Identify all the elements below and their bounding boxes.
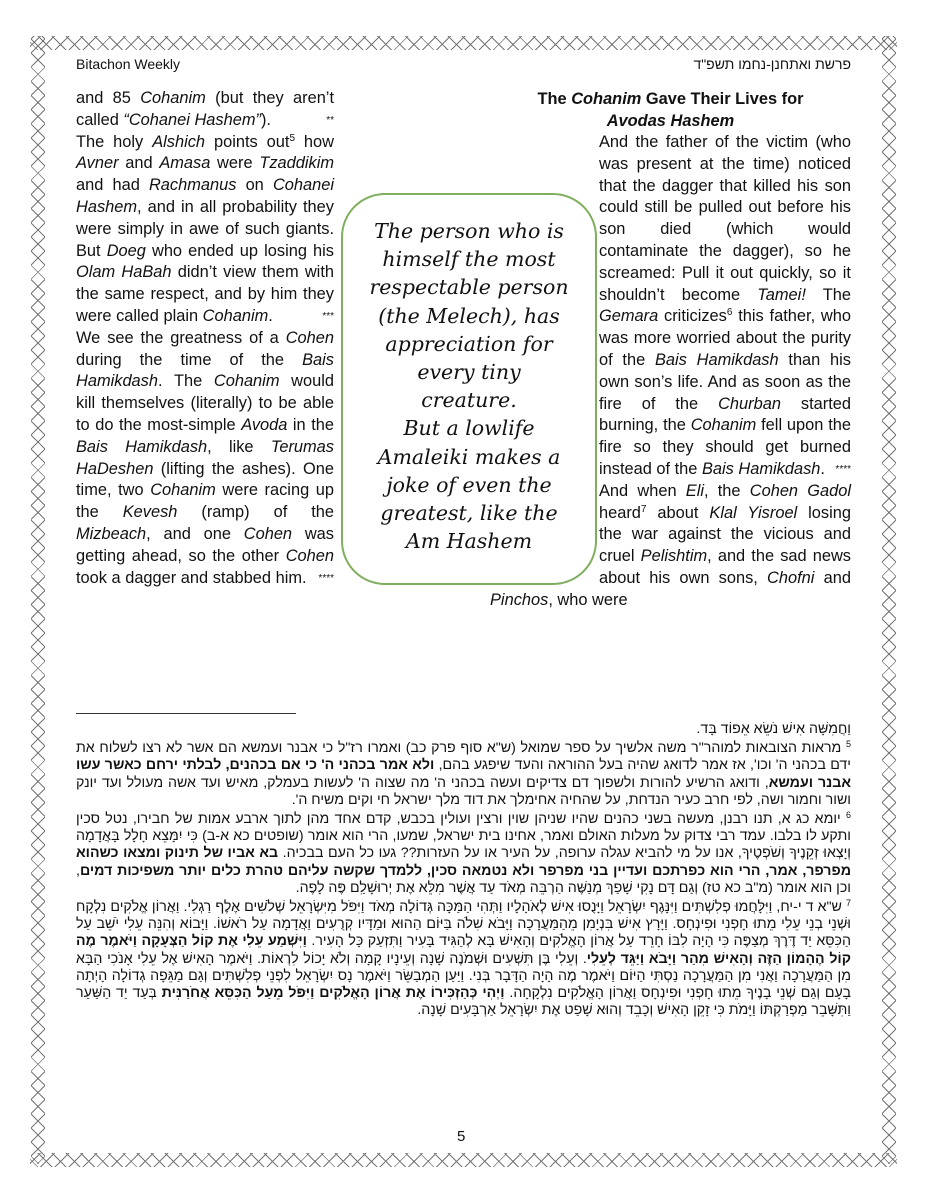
paragraph: And the father of the victim (who was present at the time) noticed that the dagger that killed his son could still be pulled out before his son died (which would contaminate the dagger), so he screamed: Pull it out quickly, so it shouldn’t become Tamei! The Gemara criticizes$^6$ this father, who was more worried about the purity of the Bais Hamikdash than his own son’s life. And as soon as the fire of the Churban started burning, the Cohanim fell upon the fire so they should get burned instead of the Bais Hamikdash. **** [490, 132, 851, 481]
section-heading: The Cohanim Gave Their Lives for Avodas Hashem [537, 90, 804, 130]
footnote-number: 5 [845, 739, 851, 750]
publication-title: Bitachon Weekly [76, 56, 181, 72]
pull-quote-line: The person who is [374, 219, 564, 243]
footnote-7: $^7$ ש"א ד י-יח, וַיִּלָּחֲמוּ פְלִשְׁתִּים וַיִּנָּגֶף יִשְׂרָאֵל וַיָּנֻסוּ אִישׁ לְאֹהָלָיו וַתְּהִי הַמַּכָּה גְּדוֹלָה מְאֹד וַיִּפֹּל מִיִּשְׂרָאֵל שְׁלֹשִׁים אֶלֶף רַגְלִי. וַאֲרוֹן אֱלֹקִים נִלְקָח וּשְׁנֵי בְנֵי עֵלִי מֵתוּ חָפְנִי וּפִינְחָס. וַיָּרָץ אִישׁ בִּנְיָמִן מֵהַמַּעֲרָכָה וַיָּבֹא שִׁלֹה בַּיּוֹם הַהוּא וּמַדָּיו קְרֻעִים וַאֲדָמָה עַל רֹאשׁוֹ. וַיָּבוֹא וְהִנֵּה עֵלִי יֹשֵׁב עַל הַכִּסֵּא יַד דֶּרֶךְ מְצַפֶּה כִּי הָיָה לִבּוֹ חָרֵד עַל אֲרוֹן הָאֱלֹקִים וְהָאִישׁ בָּא לְהַגִּיד בָּעִיר וַתִּזְעַק כָּל הָעִיר. וַיִּשְׁמַע עֵלִי אֶת קוֹל הַצְּעָקָה וַיֹּאמֶר מֶה קוֹל הֶהָמוֹן הַזֶּה וְהָאִישׁ מִהַר וַיָּבֹא וַיַּגֵּד לְעֵלִי. וְעֵלִי בֶּן תִּשְׁעִים וּשְׁמֹנֶה שָׁנָה וְעֵינָיו קָמָה וְלֹא יָכוֹל לִרְאוֹת. וַיֹּאמֶר הָאִישׁ אֶל עֵלִי אָנֹכִי הַבָּא מִן הַמַּעֲרָכָה וַאֲנִי מִן הַמַּעֲרָכָה נַסְתִּי הַיּוֹם וַיֹּאמֶר מֶה הָיָה הַדָּבָר בְּנִי. וַיַּעַן הַמְבַשֵּׂר וַיֹּאמֶר נָס יִשְׂרָאֵל לִפְנֵי פְלִשְׁתִּים וְגַם מַגֵּפָה גְדוֹלָה הָיְתָה בָעָם וְגַם שְׁנֵי בָנֶיךָ מֵתוּ חָפְנִי וּפִינְחָס וַאֲרוֹן הָאֱלֹקִים נִלְקָחָה. וַיְהִי כְּהַזְכִּירוֹ אֶת אֲרוֹן הָאֱלֹקִים וַיִּפֹּל מֵעַל הַכִּסֵּא אֲחֹרַנִּית בְּעַד יַד הַשַּׁעַר וַתִּשָּׁבֵר מַפְרַקְתּוֹ וַיָּמֹת כִּי זָקֵן הָאִישׁ וְכָבֵד וְהוּא שָׁפַט אֶת יִשְׂרָאֵל אַרְבָּעִים שָׁנָה. [76, 898, 851, 1019]
section-stars: **** [835, 463, 851, 475]
decorative-border-left [31, 36, 45, 1164]
pull-quote-line: respectable person [369, 275, 569, 300]
pull-quote-line: appreciation for [385, 331, 553, 356]
pull-quote-box [341, 193, 597, 585]
pull-quote-line: But a lowlife [403, 416, 535, 441]
paragraph: We see the greatness of a Cohen during the time of the Bais Hamikdash. The Cohanim would kill themselves (literally) to be able to do the most-simple Avoda in the Bais Hamikdash, like Terumas HaDeshen (lifting the ashes). One time, two Cohanim were racing up the Kevesh (ramp) of the Mizbeach, and one Cohen was getting ahead, so the other Cohen took a dagger and stabbed him. **** [76, 328, 435, 590]
footnotes [76, 721, 851, 1021]
page-header [76, 56, 851, 76]
decorative-border-bottom [30, 1153, 897, 1167]
pull-quote-line: himself the most [382, 247, 556, 272]
footnote-ref[interactable]: 6 [726, 307, 733, 319]
pull-quote-line: creature. [421, 388, 517, 413]
decorative-border-right [882, 36, 896, 1164]
pull-quote-line: every tiny [417, 360, 521, 385]
paragraph: and 85 Cohanim (but they aren’t called “Cohanei Hashem”). ** [76, 88, 435, 132]
footnote-separator [76, 713, 296, 714]
paragraph: The holy Alshich points out$^5$ how Avner and Amasa were Tzaddikim and had Rachmanus on Cohanei Hashem, and in all probability they were simply in awe of such giants. But Doeg who ended up losing his Olam HaBah didn’t view them with the same respect, and by him they were called plain Cohanim. *** [76, 132, 435, 328]
pull-quote-line: Amaleiki makes a [377, 444, 561, 469]
parsha-title: פרשת ואתחנן-נחמו תשפ"ד [693, 56, 851, 72]
footnote-number: 6 [845, 810, 851, 821]
paragraph: And when Eli, the Cohen Gadol heard$^7$ about Klal Yisroel losing the war against the vicious and cruel Pelishtim, and the sad news about his own sons, Chofni and Pinchos, who were [490, 481, 851, 609]
footnote-ref[interactable]: 5 [289, 132, 295, 144]
section-stars: ** [326, 114, 334, 126]
footnote-continuation: וַחֲמִשָּׁה אִישׁ נֹשֵׂא אֵפוֹד בָּד. [696, 721, 851, 737]
footnote-number: 7 [845, 898, 851, 909]
footnote-5: $^5$ מראות הצובאות למוהר"ר משה אלשיך על ספר שמואל (ש"א סוף פרק כב) ואמרו רז"ל כי אבנר ועמשא הם אשר לא רצו לשלוח את ידם בכהני ה' וכו', אז אמר לדואג שהיה בעל ההוראה והעד שיפגע בהם, ולא אמר בכהני ה' כי אם בכהנים, לבלתי ירחם כאשר עשו אבנר ועמשא, ודואג הרשיע להורות ולשפוך דם צדיקים ועשה בכהני ה' מה שצוה ה' לעשות בעמלק, מאיש ועד אשה מעולל ועד יונק ושור וחמור ושה, לפי חרב כעיר הנדחת, על שהחיה אחימלך את דוד מלך ישראל חי וקים משיח ה'. [76, 739, 851, 808]
footnote-6: $^6$ יומא כג א, תנו רבנן, מעשה בשני כהנים שהיו שניהן שוין ורצין ועולין בכבש, קדם אחד מהן לתוך ארבע אמות של חבירו, נטל סכין ותקע לו בלבו. עמד רבי צדוק על מעלות האולם ואמר, אחינו בית ישראל, שמעו, הרי הוא אומר (שופטים כא א-ב) כִּי יִמָּצֵא חָלָל בָּאֲדָמָה וְיָצְאוּ זְקֵנֶיךָ וְשֹׁפְטֶיךָ, אנו על מי להביא עגלה ערופה, על העיר או על העזרות?? געו כל העם בבכיה. בא אביו של תינוק ומצאו כשהוא מפרפר, אמר, הרי הוא כפרתכם ועדיין בני מפרפר ולא נטמאה סכין, ללמדך שקשה עליהם טהרת כלים יותר משפיכות דמים, וכן הוא אומר (מ"ב כא טז) וְגַם דָּם נָקִי שָׁפַךְ מְנַשֶּׁה הַרְבֵּה מְאֹד עַד אֲשֶׁר מִלֵּא אֶת יְרוּשָׁלִַם פֶּה לָפֶה. [76, 810, 851, 896]
pull-quote-line: (the Melech), has [378, 303, 560, 328]
pull-quote-line: joke of even the [386, 472, 552, 497]
decorative-border-top [30, 36, 897, 50]
section-stars: **** [318, 572, 334, 584]
footnote-ref[interactable]: 7 [640, 503, 647, 515]
page-number: 5 [457, 1128, 466, 1145]
pull-quote-line: Am Hashem [405, 529, 533, 554]
pull-quote-line: greatest, like the [380, 501, 558, 526]
section-stars: *** [322, 310, 334, 322]
